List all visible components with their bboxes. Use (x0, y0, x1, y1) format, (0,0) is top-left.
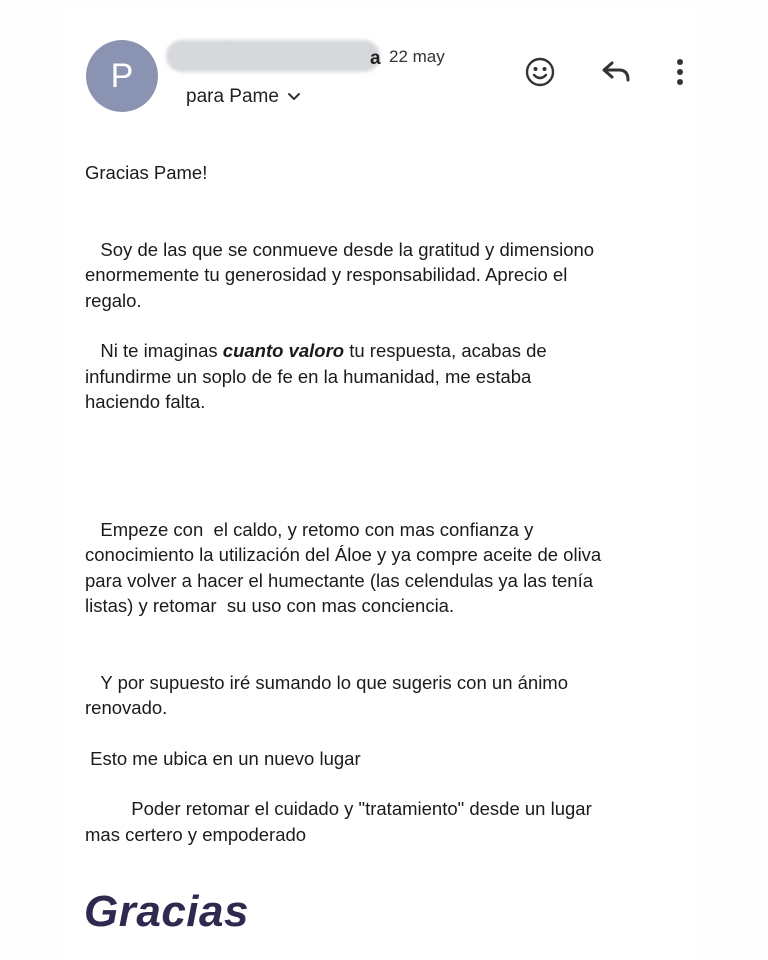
paragraph-valoro-end: tu respuesta, acabas de infundirme un soplo de fe en la humanidad, me estaba haciendo falta. (85, 340, 547, 412)
sender-name-redaction (166, 40, 380, 72)
paragraph-cuidado: Poder retomar el cuidado y "tratamiento" desde un lugar mas certero y empoderado (85, 798, 592, 845)
paragraph-valoro (85, 338, 685, 415)
paragraph-gratitude: Soy de las que se conmueve desde la gratitud y dimensiono enormemente tu generosidad y responsabilidad. Aprecio el regalo. (85, 238, 595, 311)
closing-gracias: Gracias (84, 887, 249, 936)
emoji-reaction-button[interactable] (520, 52, 560, 92)
avatar-letter: P (110, 57, 134, 95)
sender-name-tail: a (370, 48, 381, 69)
greeting: Gracias Pame! (85, 162, 208, 183)
paragraph-caldo: Empeze con el caldo, y retomo con mas confianza y conocimiento la utilización del Áloe y ya compre aceite de oliva para volver a hacer el humectante (las celendulas ya las tenía listas) y retomar su uso con mas conciencia. (85, 518, 602, 616)
chevron-down-icon (287, 92, 301, 102)
email-body (85, 160, 685, 847)
more-vertical-icon (674, 56, 686, 88)
emphasis-text: cuanto valoro (222, 340, 345, 361)
paragraph-sumando: Y por supuesto iré sumando lo que sugeris con un ánimo renovado. (85, 671, 569, 718)
recipient-toggle[interactable] (186, 86, 301, 108)
smiley-icon (524, 56, 556, 88)
recipient-label: para Pame (186, 86, 279, 107)
more-options-button[interactable] (660, 52, 700, 92)
email-date: 22 may (389, 47, 445, 66)
reply-button[interactable] (596, 52, 636, 92)
paragraph-lugar: Esto me ubica en un nuevo lugar (85, 747, 361, 769)
avatar[interactable] (86, 40, 158, 112)
paragraph-valoro-start: Ni te imaginas (85, 340, 223, 361)
reply-icon (600, 56, 632, 88)
